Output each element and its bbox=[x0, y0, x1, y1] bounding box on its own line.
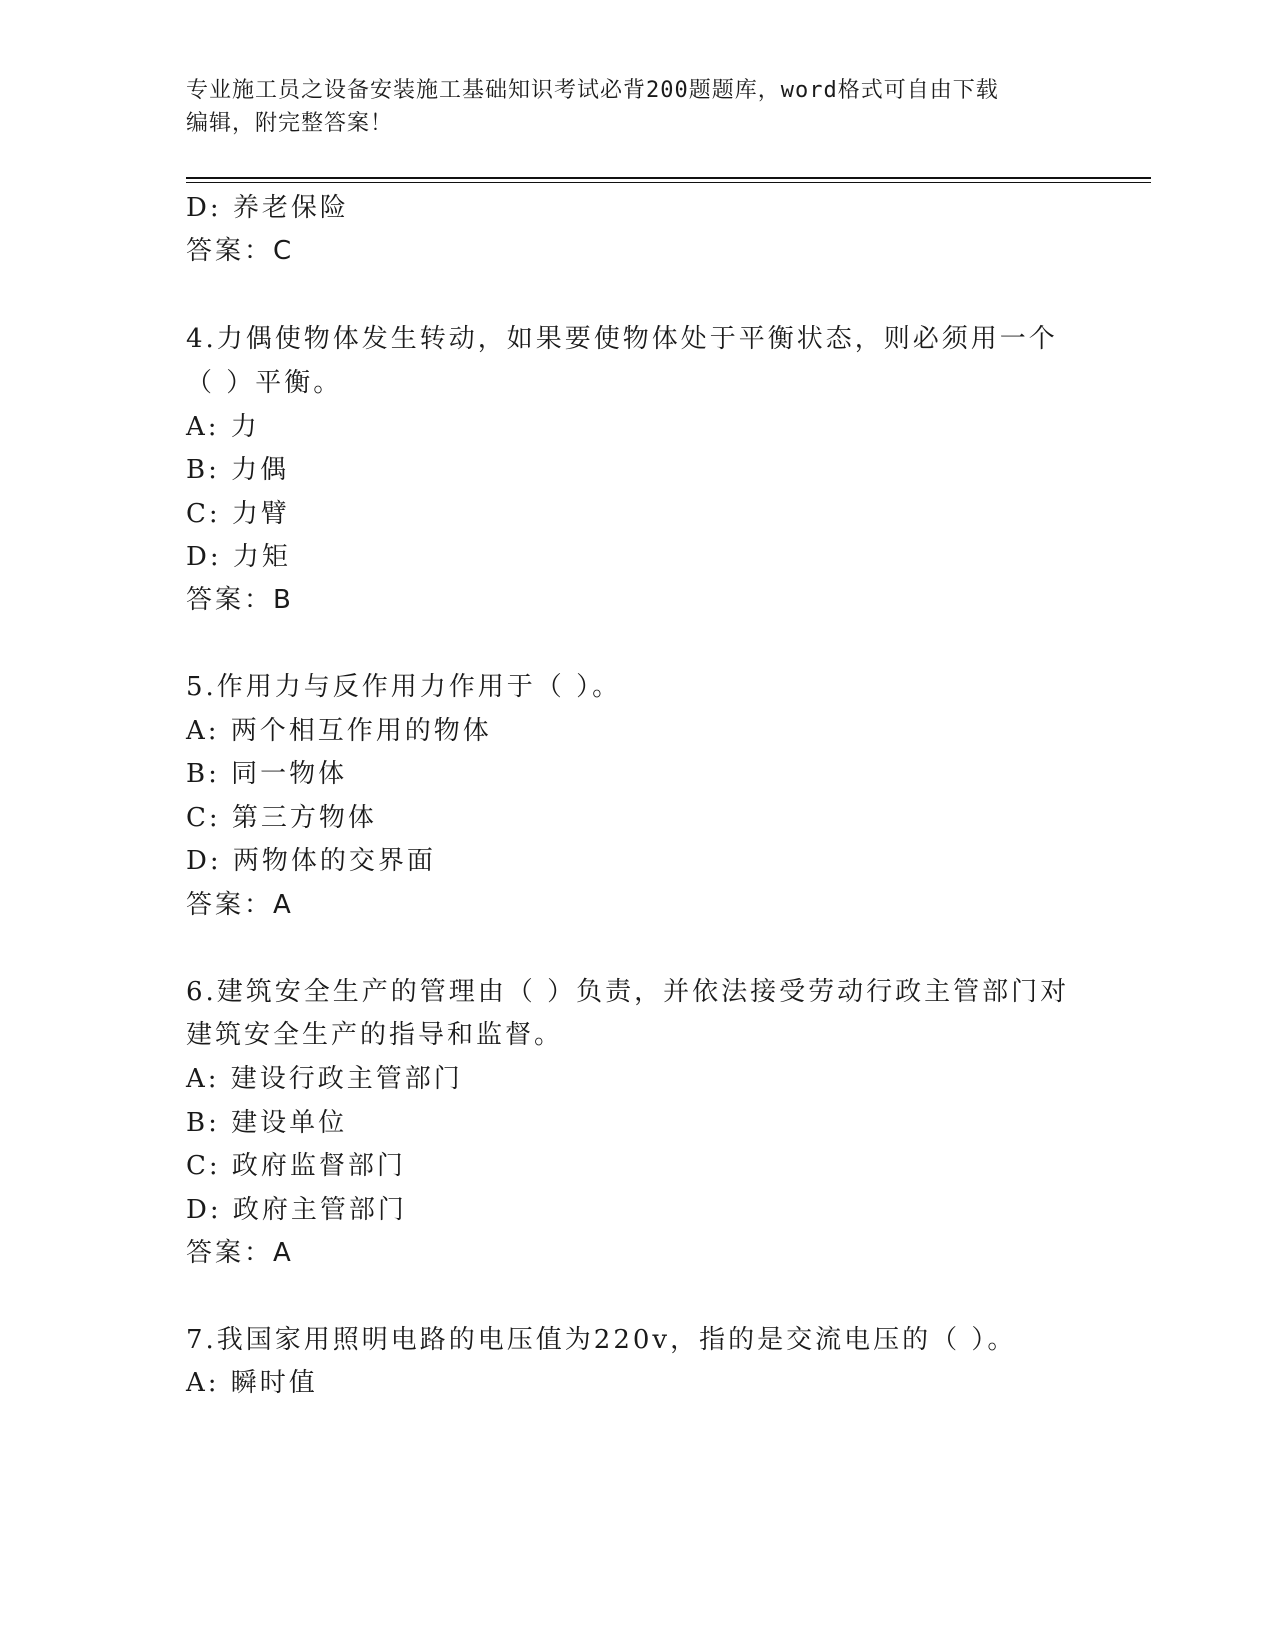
q5-stem-line-1: 5.作用力与反作用力作用于（ ）。 bbox=[186, 672, 622, 702]
q7-option-a: A: 瞬时值 bbox=[186, 1368, 318, 1398]
q5-option-c: C: 第三方物体 bbox=[186, 803, 377, 833]
q6-stem-line-1: 6.建筑安全生产的管理由（ ）负责，并依法接受劳动行政主管部门对 bbox=[186, 977, 1070, 1007]
q4-option-c: C: 力臂 bbox=[186, 499, 290, 529]
q5-option-d: D: 两物体的交界面 bbox=[186, 846, 436, 876]
q4-stem-line-1: 4.力偶使物体发生转动，如果要使物体处于平衡状态，则必须用一个 bbox=[186, 324, 1058, 354]
q3-answer: 答案：C bbox=[186, 236, 295, 266]
q6-option-a: A: 建设行政主管部门 bbox=[186, 1064, 463, 1094]
q4-stem-line-2: （ ）平衡。 bbox=[186, 368, 343, 398]
header-rule-thin bbox=[186, 182, 1151, 183]
q6-answer: 答案：A bbox=[186, 1238, 294, 1268]
q4-option-b: B: 力偶 bbox=[186, 455, 290, 485]
document-header bbox=[186, 74, 1086, 140]
q5-option-b: B: 同一物体 bbox=[186, 759, 348, 789]
q5-answer: 答案：A bbox=[186, 890, 294, 920]
q4-answer: 答案：B bbox=[186, 585, 294, 615]
q4-option-a: A: 力 bbox=[186, 412, 260, 442]
q3-option-d: D: 养老保险 bbox=[186, 193, 349, 223]
q6-option-b: B: 建设单位 bbox=[186, 1108, 348, 1138]
q4-option-d: D: 力矩 bbox=[186, 542, 291, 572]
header-line-2: 编辑，附完整答案！ bbox=[186, 111, 394, 136]
q5-option-a: A: 两个相互作用的物体 bbox=[186, 716, 492, 746]
q7-stem-line-1: 7.我国家用照明电路的电压值为220v，指的是交流电压的（ ）。 bbox=[186, 1325, 1017, 1355]
header-rule-thick bbox=[186, 177, 1151, 179]
q6-stem-line-2: 建筑安全生产的指导和监督。 bbox=[186, 1020, 564, 1050]
header-line-1: 专业施工员之设备安装施工基础知识考试必背200题题库，word格式可自由下载 bbox=[186, 78, 999, 103]
q6-option-d: D: 政府主管部门 bbox=[186, 1195, 407, 1225]
q6-option-c: C: 政府监督部门 bbox=[186, 1151, 406, 1181]
